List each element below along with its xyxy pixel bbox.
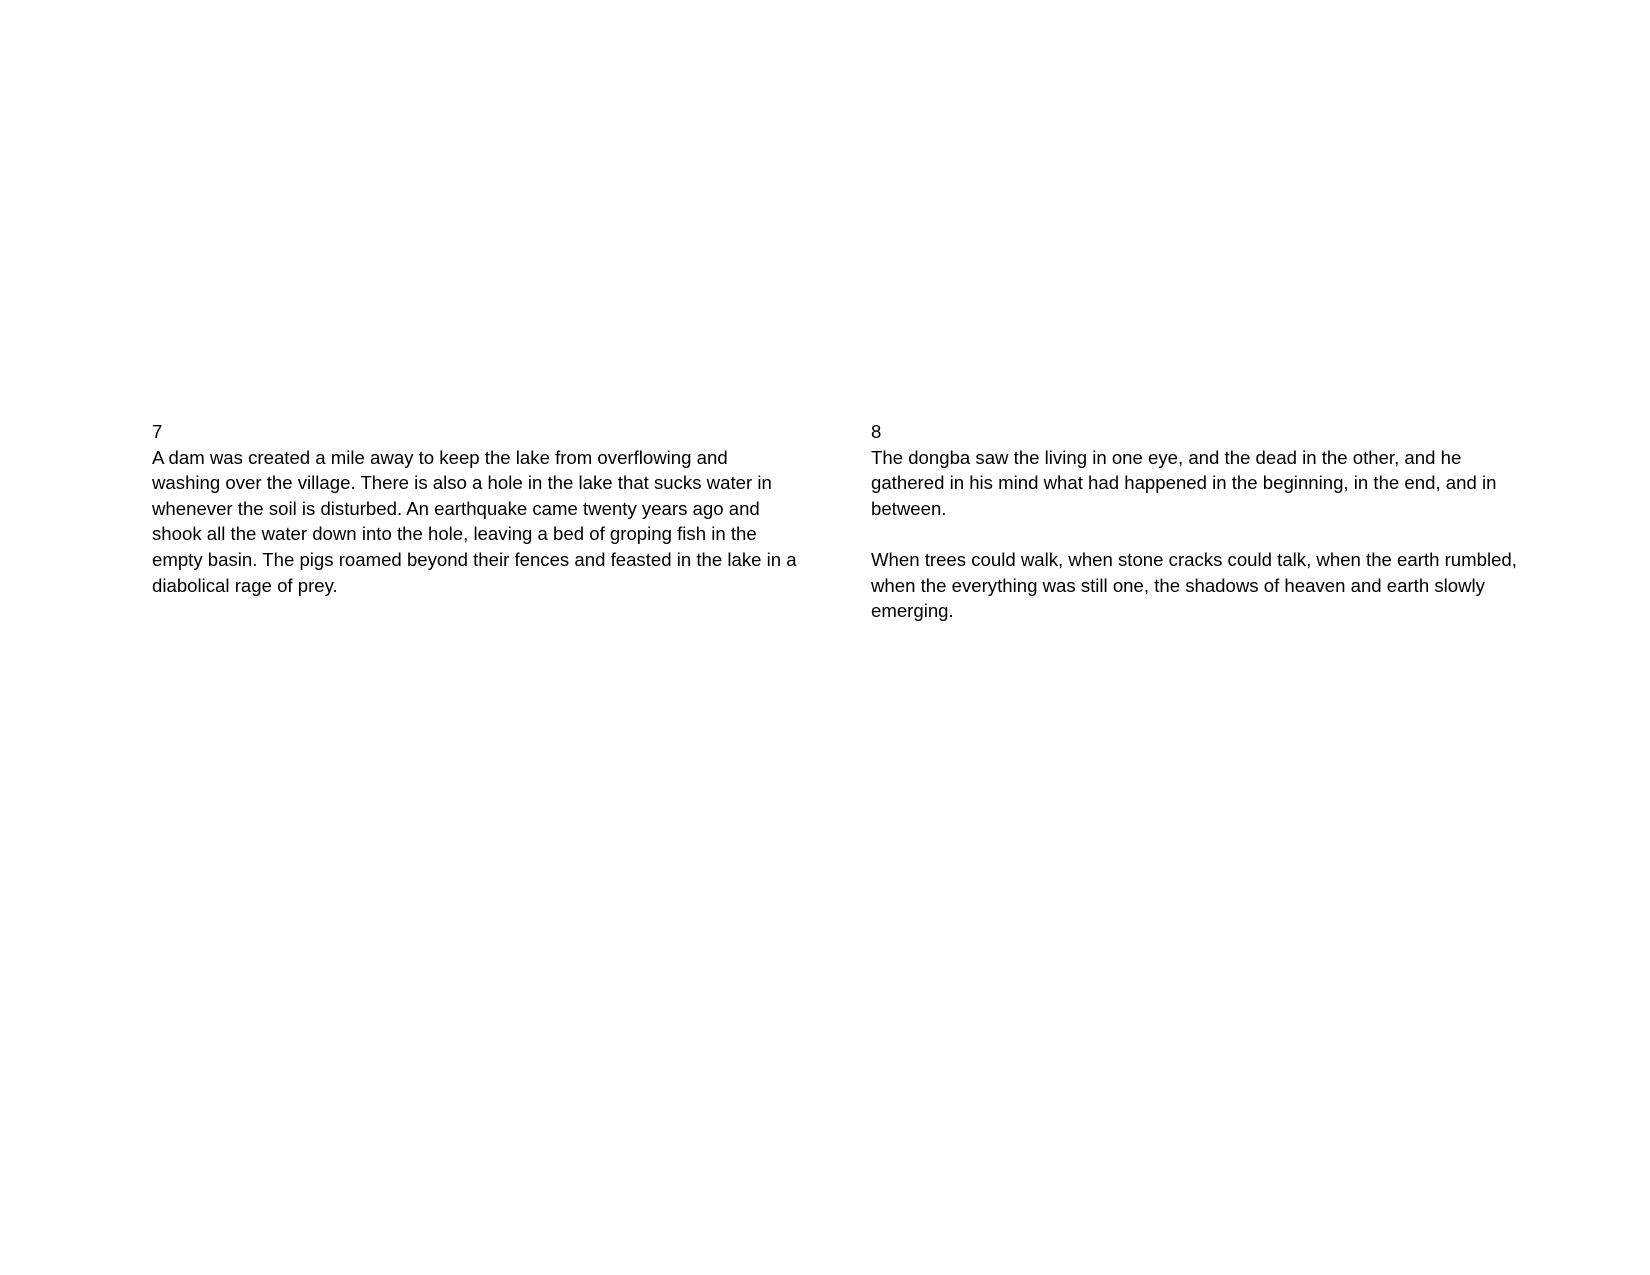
section-number: 7 [152, 421, 163, 442]
section-paragraph: The dongba saw the living in one eye, and the dead in the other, and he gathered in his mind what had happened in the beginning, in the end, and in between. [871, 446, 1497, 519]
section-7 [152, 419, 800, 598]
section-paragraph: A dam was created a mile away to keep the lake from overflowing and washing over the village. There is also a hole in the lake that sucks water in whenever the soil is disturbed. An earthquake came twenty years ago and shook all the water down into the hole, leaving a bed of groping fish in the empty basin. The pigs roamed beyond their fences and feasted in the lake in a diabolical rage of prey. [152, 446, 797, 596]
section-8 [871, 419, 1521, 624]
section-paragraph: When trees could walk, when stone cracks could talk, when the earth rumbled, when the everything was still one, the shadows of heaven and earth slowly emerging. [871, 548, 1517, 622]
section-number: 8 [871, 421, 882, 442]
